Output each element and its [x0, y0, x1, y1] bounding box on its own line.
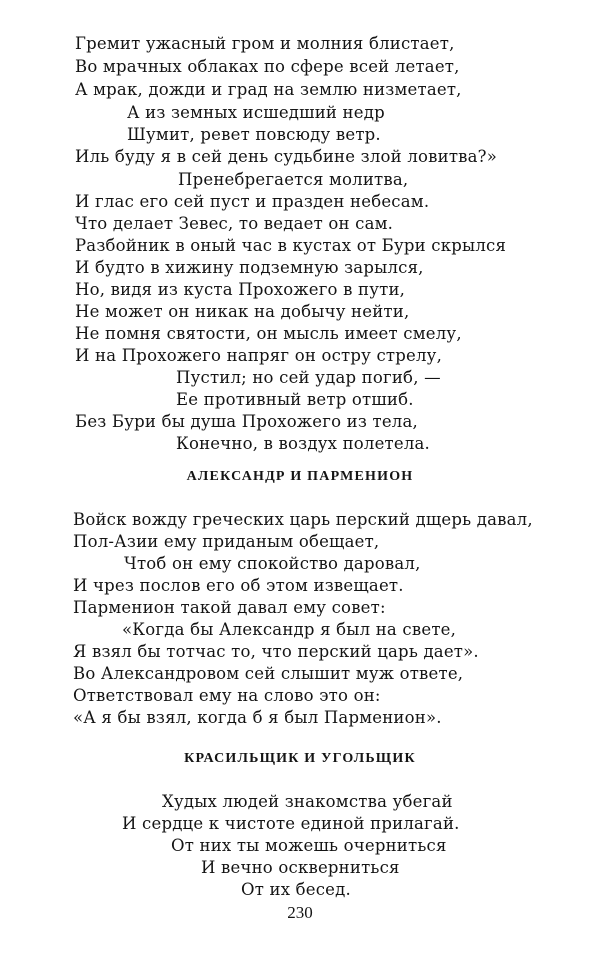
verse-line: Парменион такой давал ему совет: — [73, 598, 386, 617]
verse-line: Гремит ужасный гром и молния блистает, — [75, 34, 455, 53]
page-number: 230 — [287, 903, 313, 922]
verse-line: Я взял бы тотчас то, что перский царь дает». — [73, 642, 479, 661]
verse-line: Иль буду я в сей день судьбине злой ловитва?» — [75, 147, 498, 166]
verse-line: Ее противный ветр отшиб. — [176, 390, 414, 409]
verse-line: Без Бури бы душа Прохожего из тела, — [75, 412, 418, 431]
verse-line: А из земных исшедший недр — [127, 103, 385, 122]
verse-line: Что делает Зевес, то ведает он сам. — [75, 214, 394, 233]
verse-line: Ответствовал ему на слово это он: — [73, 686, 381, 705]
verse-line: «А я бы взял, когда б я был Парменион». — [73, 708, 442, 727]
verse-line: От их бесед. — [241, 880, 351, 899]
verse-line: Во Александровом сей слышит муж ответе, — [73, 664, 464, 683]
verse-line: От них ты можешь очерниться — [171, 836, 447, 855]
poem-title: АЛЕКСАНДР И ПАРМЕНИОН — [186, 469, 414, 484]
verse-line: Пренебрегается молитва, — [178, 170, 409, 189]
verse-line: И сердце к чистоте единой прилагай. — [122, 814, 460, 833]
verse-line: И чрез послов его об этом извещает. — [73, 576, 404, 595]
verse-line: Шумит, ревет повсюду ветр. — [127, 125, 381, 144]
verse-line: И глас его сей пуст и празден небесам. — [75, 192, 430, 211]
poem-title: КРАСИЛЬЩИК И УГОЛЬЩИК — [184, 751, 416, 766]
verse-line: Но, видя из куста Прохожего в пути, — [75, 280, 406, 299]
verse-line: И на Прохожего напряг он остру стрелу, — [75, 346, 443, 365]
verse-line: А мрак, дожди и град на землю низметает, — [75, 80, 462, 99]
verse-line: Не может он никак на добычу нейти, — [75, 302, 410, 321]
verse-line: И будто в хижину подземную зарылся, — [75, 258, 424, 277]
verse-line: Худых людей знакомства убегай — [162, 792, 453, 811]
verse-line: «Когда бы Александр я был на свете, — [122, 620, 457, 639]
verse-line: Войск вожду греческих царь перский дщерь давал, — [73, 510, 533, 529]
verse-line: Не помня святости, он мысль имеет смелу, — [75, 324, 462, 343]
verse-line: Во мрачных облаках по сфере всей летает, — [75, 57, 460, 76]
verse-line: Пустил; но сей удар погиб, — — [176, 368, 441, 387]
verse-line: Чтоб он ему спокойство даровал, — [124, 554, 421, 573]
verse-line: И вечно оскверниться — [201, 858, 400, 877]
verse-line: Пол-Азии ему приданым обещает, — [73, 532, 380, 551]
verse-line: Разбойник в оный час в кустах от Бури скрылся — [75, 236, 507, 255]
verse-line: Конечно, в воздух полетела. — [176, 434, 431, 453]
